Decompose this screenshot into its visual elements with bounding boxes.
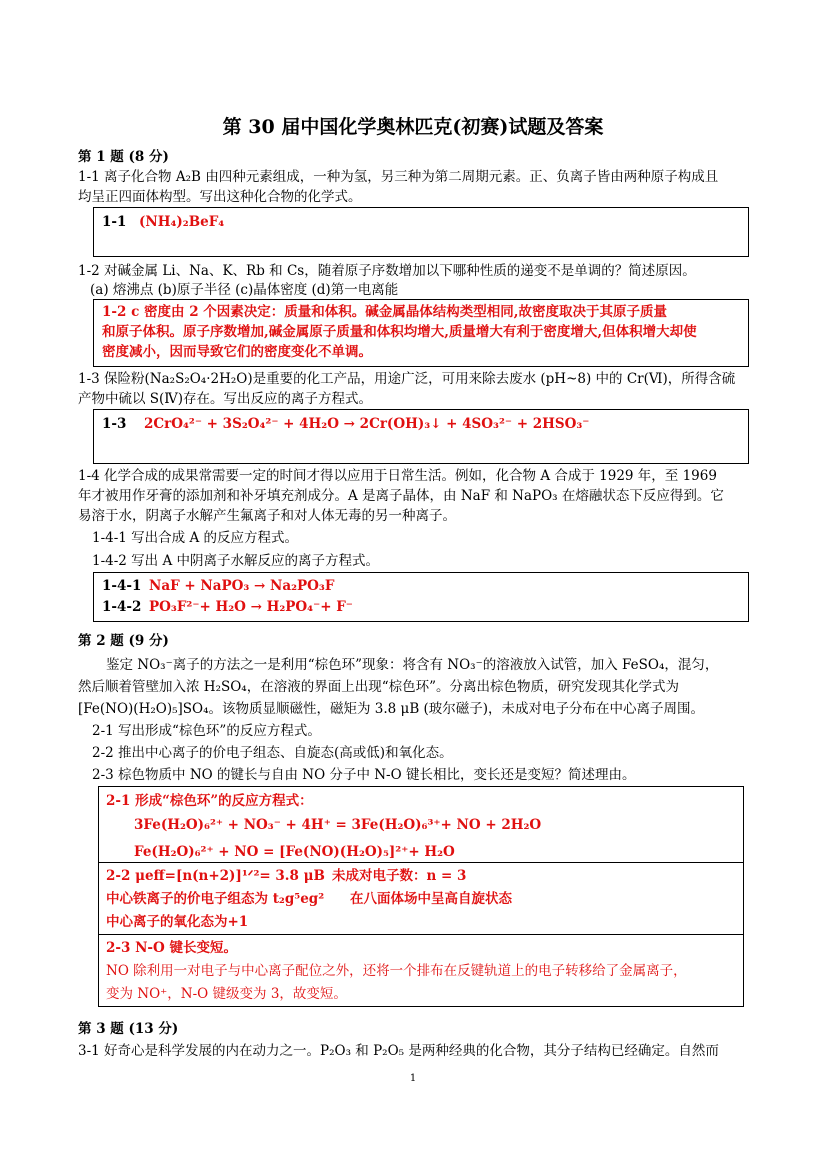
- q1-4-1-text: 1-4-1 写出合成 A 的反应方程式。: [92, 530, 299, 546]
- page-title: 第 30 届中国化学奥林匹克(初赛)试题及答案: [222, 116, 604, 138]
- answer-label-1-4-2: 1-4-2: [102, 599, 142, 615]
- answer-1-2-line3: 密度减小，因而导致它们的密度变化不单调。: [102, 344, 372, 360]
- answer-1-4-2: PO₃F²⁻+ H₂O → H₂PO₄⁻+ F⁻: [149, 599, 353, 615]
- answer-box-1-4: [93, 572, 749, 622]
- q2-3-text: 2-3 棕色物质中 NO 的键长与自由 NO 分子中 N-O 键长相比，变长还是变短？简述理由。: [92, 767, 636, 783]
- answer-1-1: (NH₄)₂BeF₄: [139, 214, 225, 230]
- answer-2-3-heading: 2-3 N-O 键长变短。: [106, 940, 237, 956]
- q2-text-line2: 然后顺着管壁加入浓 H₂SO₄，在溶液的界面上出现“棕色环”。分离出棕色物质，研究发现其化学式为: [78, 679, 680, 695]
- q1-4-text-line2: 年才被用作牙膏的添加剂和补牙填充剂成分。A 是离子晶体，由 NaF 和 NaPO₃ 在熔融状态下反应得到。它: [78, 488, 724, 504]
- answer-label-1-3: 1-3: [102, 416, 127, 432]
- q1-4-text-line3: 易溶于水，阴离子水解产生氟离子和对人体无毒的另一种离子。: [78, 508, 456, 524]
- q3-1-text: 3-1 好奇心是科学发展的内在动力之一。P₂O₃ 和 P₂O₅ 是两种经典的化合物，其分子结构已经确定。自然而: [78, 1043, 719, 1059]
- q3-heading: 第 3 题 (13 分): [78, 1021, 179, 1037]
- answer-2-3-line2: 变为 NO⁺，N-O 键级变为 3，故变短。: [106, 986, 347, 1002]
- answer-2-2-moment: 2-2 μeff=[n(n+2)]¹ᐟ²= 3.8 μB: [106, 868, 325, 884]
- q2-text-line1: 鉴定 NO₃⁻离子的方法之一是利用“棕色环”现象：将含有 NO₃⁻的溶液放入试管，加入 FeSO₄，混匀，: [106, 657, 719, 673]
- q1-4-2-text: 1-4-2 写出 A 中阴离子水解反应的离子方程式。: [92, 553, 380, 569]
- q1-1-text-line1: 1-1 离子化合物 A₂B 由四种元素组成，一种为氢，另三种为第二周期元素。正、负离子皆由两种原子构成且: [78, 169, 719, 185]
- answer-2-2-unpaired: 未成对电子数：n = 3: [332, 868, 467, 884]
- answer-2-1-equation-2: Fe(H₂O)₆²⁺ + NO = [Fe(NO)(H₂O)₅]²⁺+ H₂O: [134, 844, 455, 860]
- q2-text-line3: [Fe(NO)(H₂O)₅]SO₄。该物质显顺磁性，磁矩为 3.8 μB (玻尔磁子)，未成对电子分布在中心离子周围。: [78, 701, 705, 717]
- answer-box-1-1: [93, 207, 749, 257]
- q1-3-text-line1: 1-3 保险粉(Na₂S₂O₄·2H₂O)是重要的化工产品，用途广泛，可用来除去废水 (pH~8) 中的 Cr(Ⅵ)，所得含硫: [78, 371, 736, 387]
- answer-2-1-heading: 2-1 形成“棕色环”的反应方程式：: [106, 793, 313, 809]
- answer-label-1-1: 1-1: [102, 214, 127, 230]
- divider: [98, 862, 744, 863]
- answer-1-2-line2: 和原子体积。原子序数增加,碱金属原子质量和体积均增大,质量增大有利于密度增大,但体积增大却使: [102, 324, 697, 340]
- answer-1-2-line1: 1-2 c 密度由 2 个因素决定：质量和体积。碱金属晶体结构类型相同,故密度取决于其原子质量: [102, 304, 668, 320]
- q1-1-text-line2: 均呈正四面体构型。写出这种化合物的化学式。: [78, 189, 362, 205]
- q1-2-options: (a) 熔沸点 (b)原子半径 (c)晶体密度 (d)第一电离能: [90, 282, 399, 298]
- q2-heading: 第 2 题 (9 分): [78, 633, 169, 649]
- answer-box-1-2: [93, 299, 749, 367]
- q1-2-text: 1-2 对碱金属 Li、Na、K、Rb 和 Cs，随着原子序数增加以下哪种性质的递变不是单调的？简述原因。: [78, 263, 696, 279]
- q1-heading: 第 1 题 (8 分): [78, 149, 169, 165]
- answer-2-2-oxidation: 中心离子的氧化态为+1: [106, 914, 249, 930]
- answer-box-1-3: [93, 409, 749, 464]
- q1-3-text-line2: 产物中硫以 S(Ⅳ)存在。写出反应的离子方程式。: [78, 391, 373, 407]
- divider: [98, 934, 744, 935]
- answer-2-1-equation-1: 3Fe(H₂O)₆²⁺ + NO₃⁻ + 4H⁺ = 3Fe(H₂O)₆³⁺+ NO + 2H₂O: [134, 817, 542, 833]
- answer-1-3: 2CrO₄²⁻ + 3S₂O₄²⁻ + 4H₂O → 2Cr(OH)₃↓ + 4SO₃²⁻ + 2HSO₃⁻: [144, 416, 590, 432]
- q2-2-text: 2-2 推出中心离子的价电子组态、自旋态(高或低)和氧化态。: [92, 745, 453, 761]
- answer-label-1-4-1: 1-4-1: [102, 578, 142, 594]
- answer-2-3-line1: NO 除利用一对电子与中心离子配位之外，还将一个排布在反键轨道上的电子转移给了金属离子，: [106, 963, 687, 979]
- q2-1-text: 2-1 写出形成“棕色环”的反应方程式。: [92, 723, 321, 739]
- answer-2-2-configuration: 中心铁离子的价电子组态为 t₂g⁵eg²: [106, 891, 325, 907]
- answer-1-4-1: NaF + NaPO₃ → Na₂PO₃F: [149, 578, 335, 594]
- page-number: 1: [409, 1073, 417, 1084]
- answer-2-2-spin-state: 在八面体场中呈高自旋状态: [350, 891, 512, 907]
- q1-4-text-line1: 1-4 化学合成的成果常需要一定的时间才得以应用于日常生活。例如，化合物 A 合成于 1929 年，至 1969: [78, 468, 717, 484]
